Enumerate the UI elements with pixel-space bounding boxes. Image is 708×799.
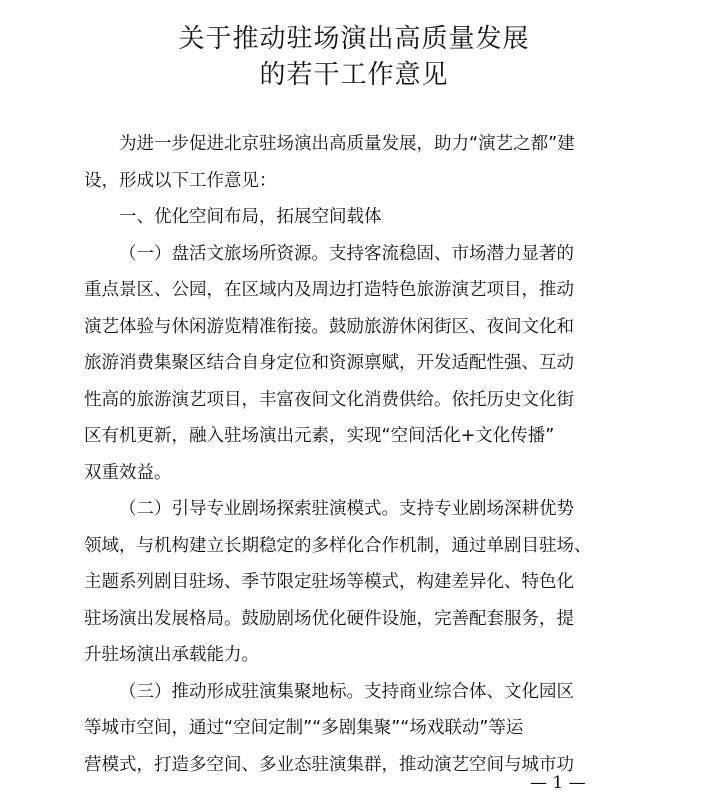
- paragraph-1-line: 旅游消费集聚区结合自身定位和资源禀赋，开发适配性强、互动: [84, 353, 574, 373]
- section-heading: 一、优化空间布局，拓展空间载体: [119, 207, 382, 227]
- paragraph-3-line: （三）推动形成驻演集聚地标。支持商业综合体、文化园区: [119, 681, 574, 702]
- paragraph-1-line: 演艺体验与休闲游览精准衔接。鼓励旅游休闲街区、夜间文化和: [84, 316, 574, 337]
- paragraph-2-line: 驻场演出发展格局。鼓励剧场优化硬件设施，完善配套服务，提: [84, 608, 574, 629]
- document-body: [84, 126, 644, 783]
- paragraph-2-line: 主题系列剧目驻场、季节限定驻场等模式，构建差异化、特色化: [84, 572, 574, 592]
- page-number: — 1 —: [530, 773, 586, 793]
- paragraph-3-line: 等城市空间，通过“空间定制”“多剧集聚”“场戏联动”等运: [84, 718, 524, 738]
- paragraph-1-line: 双重效益。: [84, 462, 172, 483]
- document-title-line-2: 的若干工作意见: [259, 60, 449, 90]
- paragraph-2-line: 升驻场演出承载能力。: [84, 645, 259, 665]
- paragraph-intro-line: 设，形成以下工作意见：: [84, 170, 277, 191]
- paragraph-2-line: 领域，与机构建立长期稳定的多样化合作机制，通过单剧目驻场、: [84, 535, 592, 556]
- paragraph-1-line: （一）盘活文旅场所资源。支持客流稳固、市场潜力显著的: [119, 243, 574, 264]
- paragraph-intro-line: 为进一步促进北京驻场演出高质量发展，助力“演艺之都”建: [119, 134, 575, 154]
- paragraph-1-line: 区有机更新，融入驻场演出元素，实现“空间活化+文化传播”: [84, 426, 555, 446]
- paragraph-3-line: 营模式，打造多空间、多业态驻演集群，推动演艺空间与城市功: [84, 754, 574, 775]
- document-title-line-1: 关于推动驻场演出高质量发展: [178, 24, 530, 54]
- paragraph-1-line: 重点景区、公园，在区域内及周边打造特色旅游演艺项目，推动: [84, 280, 574, 300]
- paragraph-2-line: （二）引导专业剧场探索驻演模式。支持专业剧场深耕优势: [119, 499, 574, 519]
- paragraph-1-line: 性高的旅游演艺项目，丰富夜间文化消费供给。依托历史文化街: [84, 389, 574, 410]
